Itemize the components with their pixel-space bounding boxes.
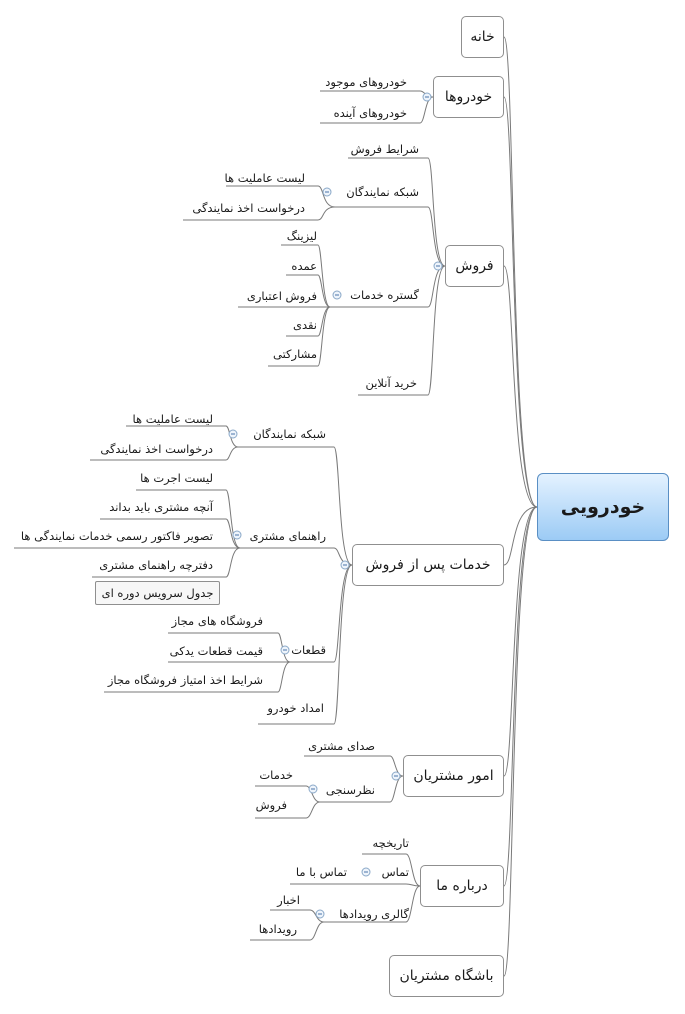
topic-after-sales[interactable] xyxy=(352,544,504,586)
leaf-credit-sale[interactable]: فروش اعتباری xyxy=(246,289,317,303)
subtopic-parts[interactable]: قطعات xyxy=(291,643,326,657)
subtopic-customer-voice[interactable]: صدای مشتری xyxy=(308,739,375,753)
subtopic-aftersales-dealer-network[interactable]: شبکه نمایندگان xyxy=(253,427,326,441)
topic-label: فروش xyxy=(455,258,494,274)
subtopic-survey[interactable]: نظرسنجی xyxy=(325,783,375,797)
root-node[interactable] xyxy=(537,473,669,541)
topic-about[interactable] xyxy=(420,865,504,907)
topic-customers[interactable] xyxy=(403,755,504,797)
subtopic-service-range[interactable]: گستره خدمات xyxy=(350,288,419,302)
subtopic-existing-cars[interactable]: خودروهای موجود xyxy=(325,75,407,89)
leaf-survey-sales[interactable]: فروش xyxy=(255,798,287,812)
subtopic-history[interactable]: تاریخچه xyxy=(372,836,409,850)
subtopic-online-purchase[interactable]: خرید آنلاین xyxy=(365,376,417,390)
subtopic-event-gallery[interactable]: گالری رویدادها xyxy=(339,907,409,921)
leaf-customer-should-know[interactable]: آنچه مشتری باید بداند xyxy=(109,500,213,514)
leaf-contact-us[interactable]: تماس با ما xyxy=(295,865,347,879)
subtopic-upcoming-cars[interactable]: خودروهای آینده xyxy=(333,106,407,120)
root-label: خودرویی xyxy=(560,496,646,518)
subtopic-sales-dealer-network[interactable]: شبکه نمایندگان xyxy=(346,185,419,199)
leaf-agency-request[interactable]: درخواست اخذ نمایندگی xyxy=(192,201,305,215)
topic-label: خودروها xyxy=(444,89,493,105)
topic-sales[interactable] xyxy=(445,245,504,287)
subtopic-roadside[interactable]: امداد خودرو xyxy=(267,701,324,715)
leaf-news[interactable]: اخبار xyxy=(277,893,300,907)
leaf-label: جدول سرویس دوره ای xyxy=(101,586,214,600)
leaf-spare-parts-price[interactable]: قیمت قطعات یدکی xyxy=(169,644,263,658)
leaf-partnership[interactable]: مشارکتی xyxy=(272,347,317,361)
leaf-agency-request-2[interactable]: درخواست اخذ نمایندگی xyxy=(100,442,213,456)
subtopic-contact[interactable]: تماس xyxy=(381,865,409,879)
leaf-agency-list-2[interactable]: لیست عاملیت ها xyxy=(132,412,213,426)
leaf-official-invoice[interactable]: تصویر فاکتور رسمی خدمات نمایندگی ها xyxy=(20,529,213,543)
topic-label: درباره ما xyxy=(436,878,488,894)
subtopic-customer-guide[interactable]: راهنمای مشتری xyxy=(249,529,326,543)
leaf-leasing[interactable]: لیزینگ xyxy=(286,229,317,243)
topic-label: امور مشتریان xyxy=(413,768,494,784)
leaf-survey-services[interactable]: خدمات xyxy=(259,768,293,782)
topic-label: باشگاه مشتریان xyxy=(399,968,494,984)
topic-label: خانه xyxy=(470,29,495,45)
topic-club[interactable] xyxy=(389,955,504,997)
leaf-events[interactable]: رویدادها xyxy=(258,922,297,936)
leaf-cash[interactable]: نقدی xyxy=(292,318,317,332)
leaf-customer-manual[interactable]: دفترچه راهنمای مشتری xyxy=(99,558,213,572)
leaf-service-schedule[interactable] xyxy=(95,581,220,605)
leaf-agency-list[interactable]: لیست عاملیت ها xyxy=(224,171,305,185)
topic-cars[interactable] xyxy=(433,76,504,118)
leaf-authorized-shops[interactable]: فروشگاه های مجاز xyxy=(171,614,263,628)
topic-home[interactable] xyxy=(461,16,504,58)
topic-label: خدمات پس از فروش xyxy=(365,557,491,573)
leaf-wholesale[interactable]: عمده xyxy=(291,259,317,273)
leaf-shop-license-terms[interactable]: شرایط اخذ امتیاز فروشگاه مجاز xyxy=(107,673,263,687)
subtopic-sales-conditions[interactable]: شرایط فروش xyxy=(350,142,419,156)
leaf-labor-cost-list[interactable]: لیست اجرت ها xyxy=(140,471,213,485)
